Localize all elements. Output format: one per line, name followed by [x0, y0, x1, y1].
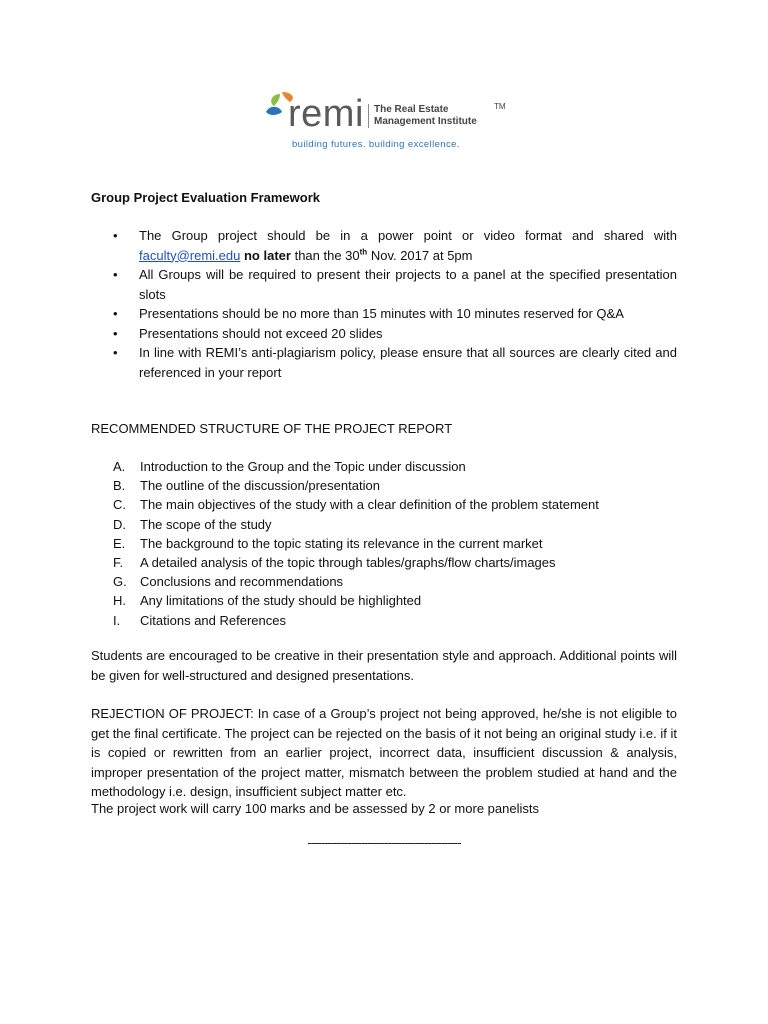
- list-item-text: Introduction to the Group and the Topic under discussion: [140, 459, 466, 474]
- structure-heading: RECOMMENDED STRUCTURE OF THE PROJECT REPORT: [91, 421, 453, 436]
- logo-institute-line1: The Real Estate: [374, 104, 449, 115]
- bullet-text: than the 30: [294, 247, 360, 263]
- list-item: [91, 572, 677, 591]
- list-letter: G.: [113, 574, 127, 590]
- list-item-text: The outline of the discussion/presentation: [140, 478, 380, 494]
- list-item: [91, 495, 677, 514]
- faculty-email-link[interactable]: faculty@remi.edu: [139, 247, 241, 263]
- creativity-paragraph: Students are encouraged to be creative in their presentation style and approach. Additional points will be given for well-structured and designed presentations.: [91, 648, 677, 683]
- list-item-text: The main objectives of the study with a clear definition of the problem statement: [140, 497, 599, 513]
- marks-line: The project work will carry 100 marks and be assessed by 2 or more panelists: [91, 801, 539, 816]
- list-item: [91, 515, 677, 534]
- list-item: [91, 611, 677, 630]
- list-item: [91, 591, 677, 610]
- list-letter: I.: [113, 612, 121, 628]
- list-letter: C.: [113, 497, 126, 513]
- list-letter: H.: [113, 593, 126, 609]
- logo-wordmark: remi: [288, 93, 364, 135]
- bullet-text: Presentations should not exceed 20 slides: [139, 325, 383, 341]
- rejection-paragraph: REJECTION OF PROJECT: In case of a Group’s project not being approved, he/she is not eligible to get the final certificate. The project can be rejected on the basis of it not being an original study i.e. if it is copied or rewritten from an earlier project, incorrect data, insufficient discussion & analysis, improper presentation of the project matter, mismatch between the problem studied at hand and the methodology i.e. design, insufficient subject matter etc.: [91, 706, 677, 799]
- bullet-icon: •: [113, 325, 118, 341]
- list-item: [91, 476, 677, 495]
- list-letter: E.: [113, 535, 126, 551]
- bullet-text: In line with REMI’s anti-plagiarism policy, please ensure that all sources are clearly cited and referenced in your report: [139, 345, 677, 380]
- list-letter: A.: [113, 459, 126, 474]
- bullet-text: All Groups will be required to present their projects to a panel at the specified presentation slots: [139, 267, 677, 302]
- list-letter: B.: [113, 478, 126, 494]
- logo-institute-line2: Management Institute: [374, 116, 477, 127]
- list-letter: F.: [113, 555, 124, 571]
- end-divider: ----------------------------------------------: [307, 835, 461, 850]
- remi-logo: [264, 90, 504, 154]
- report-structure-list: [91, 457, 677, 630]
- bullet-icon: •: [113, 345, 118, 360]
- list-item: [91, 226, 677, 265]
- logo-tagline: building futures. building excellence.: [292, 139, 460, 150]
- document-title: Group Project Evaluation Framework: [91, 190, 320, 205]
- list-item-text: Citations and References: [140, 612, 286, 628]
- list-item: [91, 343, 677, 382]
- bullet-text: The Group project should be in a power point or video format and shared with: [139, 228, 677, 243]
- list-item: [91, 457, 677, 476]
- list-item: [91, 304, 677, 324]
- bullet-icon: •: [113, 228, 118, 243]
- list-item: [91, 553, 677, 572]
- list-item: [91, 324, 677, 344]
- list-item-text: Conclusions and recommendations: [140, 574, 344, 590]
- list-letter: D.: [113, 516, 126, 532]
- list-item-text: The scope of the study: [140, 516, 272, 532]
- bullet-text: Nov. 2017 at 5pm: [370, 247, 473, 263]
- bullet-icon: •: [113, 306, 118, 321]
- list-item: [91, 265, 677, 304]
- bullet-emphasis: no later: [243, 247, 291, 263]
- ordinal-suffix: th: [359, 247, 368, 257]
- bullet-text: Presentations should be no more than 15 minutes with 10 minutes reserved for Q&A: [139, 306, 624, 321]
- requirements-list: [91, 226, 677, 382]
- trademark-symbol: TM: [494, 102, 506, 111]
- logo-institute-name: [374, 104, 477, 128]
- logo-divider: [368, 104, 369, 128]
- list-item-text: A detailed analysis of the topic through tables/graphs/flow charts/images: [140, 555, 556, 571]
- bullet-icon: •: [113, 267, 118, 282]
- list-item-text: Any limitations of the study should be highlighted: [140, 593, 422, 609]
- list-item: [91, 534, 677, 553]
- list-item-text: The background to the topic stating its relevance in the current market: [140, 535, 543, 551]
